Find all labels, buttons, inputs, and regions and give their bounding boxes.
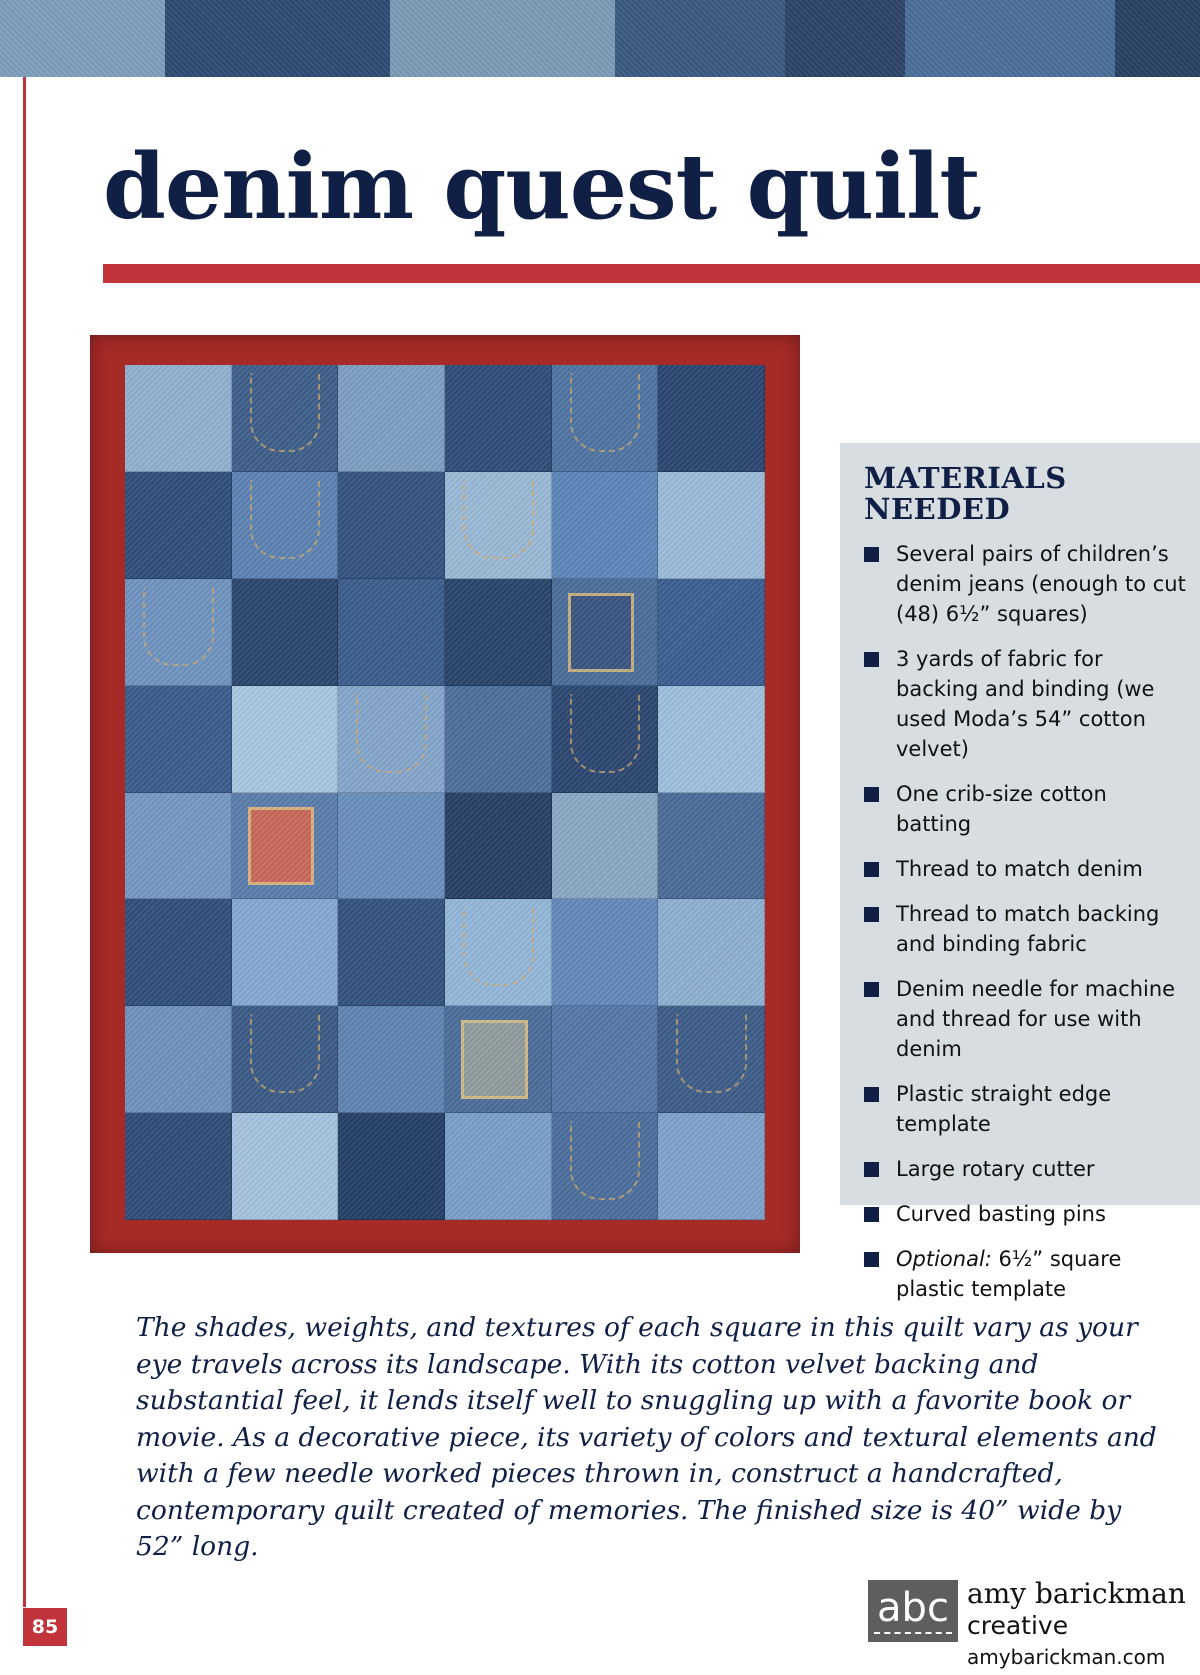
quilt-square	[338, 1006, 445, 1113]
jeans-pocket	[250, 480, 321, 559]
quilt-square	[658, 793, 765, 900]
quilt-square	[125, 579, 232, 686]
quilt-square	[445, 472, 552, 579]
page-number: 85	[23, 1608, 67, 1646]
description-paragraph: The shades, weights, and textures of each square in this quilt vary as your eye travels across its landscape. With its cotton velvet backing and substantial feel, it lends itself well to snuggling up with a favorite book or movie. As a decorative piece, its variety of colors and textural elements and with a few needle worked pieces thrown in, construct a handcrafted, contemporary quilt created of memories. The finished size is 40” wide by 52” long.	[136, 1312, 1157, 1562]
logo-dash-line	[874, 1632, 952, 1634]
materials-item	[864, 974, 1188, 1064]
jeans-pocket	[570, 694, 641, 773]
banner-swatch	[1115, 0, 1200, 77]
quilt-square	[658, 365, 765, 472]
materials-heading-line1: MATERIALS	[864, 461, 1067, 495]
materials-box	[840, 443, 1200, 1301]
materials-item-text: Thread to match backing and binding fabric	[896, 902, 1160, 956]
brand-name: amy barickman	[967, 1577, 1186, 1610]
square-bullet-icon	[864, 787, 879, 802]
title-rule	[103, 264, 1200, 283]
quilt-square	[338, 686, 445, 793]
embroidered-patch	[461, 1020, 528, 1099]
quilt-square	[658, 686, 765, 793]
materials-item	[864, 1154, 1188, 1184]
jeans-pocket	[570, 1121, 641, 1200]
quilt-square	[445, 579, 552, 686]
materials-item	[864, 539, 1188, 629]
jeans-pocket	[463, 907, 534, 986]
quilt-square	[445, 686, 552, 793]
materials-heading-line2: NEEDED	[864, 492, 1011, 526]
materials-heading	[864, 463, 1188, 525]
quilt-square	[232, 686, 339, 793]
logo-text: abc	[877, 1585, 949, 1631]
banner-swatch	[0, 0, 165, 77]
quilt-square	[552, 899, 659, 1006]
quilt-square	[338, 793, 445, 900]
materials-item-text: Large rotary cutter	[896, 1157, 1095, 1181]
quilt-square	[232, 1006, 339, 1113]
jeans-pocket	[143, 587, 214, 666]
jeans-pocket	[570, 373, 641, 452]
materials-item-text: Denim needle for machine and thread for use with denim	[896, 977, 1176, 1061]
quilt-square	[338, 579, 445, 686]
quilt-square	[232, 1113, 339, 1220]
brand-url: amybarickman.com	[967, 1645, 1166, 1669]
quilt-square	[445, 1113, 552, 1220]
page-title: denim quest quilt	[103, 134, 980, 240]
banner-swatch	[785, 0, 905, 77]
quilt-square	[552, 793, 659, 900]
jeans-pocket	[356, 694, 427, 773]
quilt-square	[445, 793, 552, 900]
banner-swatch	[905, 0, 1115, 77]
embroidered-patch	[248, 807, 315, 886]
materials-item-text: 3 yards of fabric for backing and binding (we used Moda’s 54” cotton velvet)	[896, 647, 1155, 761]
square-bullet-icon	[864, 1087, 879, 1102]
quilt-square	[125, 686, 232, 793]
quilt-square	[232, 899, 339, 1006]
square-bullet-icon	[864, 982, 879, 997]
quilt-square	[125, 793, 232, 900]
square-bullet-icon	[864, 652, 879, 667]
materials-item-text: Several pairs of children’s denim jeans (enough to cut (48) 6½” squares)	[896, 542, 1186, 626]
quilt-square	[445, 1006, 552, 1113]
quilt-square	[552, 365, 659, 472]
quilt-square	[125, 472, 232, 579]
materials-item-text: Curved basting pins	[896, 1202, 1106, 1226]
quilt-photo	[90, 335, 800, 1253]
banner-swatch	[390, 0, 615, 77]
quilt-square	[338, 365, 445, 472]
quilt-square	[658, 579, 765, 686]
quilt-square	[658, 1006, 765, 1113]
jeans-pocket	[250, 373, 321, 452]
square-bullet-icon	[864, 862, 879, 877]
denim-banner	[0, 0, 1200, 77]
materials-item	[864, 779, 1188, 839]
quilt-square	[125, 899, 232, 1006]
materials-item-text: 6½” square plastic template	[896, 1247, 1122, 1301]
quilt-square	[338, 1113, 445, 1220]
square-bullet-icon	[864, 1162, 879, 1177]
banner-swatch	[615, 0, 785, 77]
quilt-square	[658, 1113, 765, 1220]
materials-item	[864, 899, 1188, 959]
jeans-pocket	[463, 480, 534, 559]
jeans-pocket	[676, 1014, 747, 1093]
square-bullet-icon	[864, 1252, 879, 1267]
materials-list	[864, 539, 1188, 1304]
materials-item	[864, 644, 1188, 764]
materials-item-text: Plastic straight edge template	[896, 1082, 1112, 1136]
materials-item	[864, 1244, 1188, 1304]
quilt-square	[552, 1006, 659, 1113]
quilt-square	[125, 1006, 232, 1113]
materials-item	[864, 1079, 1188, 1139]
quilt-square	[552, 1113, 659, 1220]
quilt-square	[232, 579, 339, 686]
margin-rule	[23, 77, 26, 1607]
square-bullet-icon	[864, 1207, 879, 1222]
quilt-square	[338, 899, 445, 1006]
quilt-square	[658, 472, 765, 579]
materials-item-text: Thread to match denim	[896, 857, 1143, 881]
optional-label: Optional:	[896, 1247, 992, 1271]
quilt-square	[552, 472, 659, 579]
abc-logo	[868, 1580, 958, 1642]
embroidered-patch	[568, 593, 635, 672]
quilt-square	[232, 472, 339, 579]
quilt-square	[658, 899, 765, 1006]
quilt-square	[232, 365, 339, 472]
square-bullet-icon	[864, 907, 879, 922]
brand-sub: creative	[967, 1611, 1069, 1640]
quilt-square	[445, 365, 552, 472]
quilt-square	[338, 472, 445, 579]
quilt-square	[125, 1113, 232, 1220]
materials-item-text: One crib-size cotton batting	[896, 782, 1107, 836]
quilt-square	[232, 793, 339, 900]
quilt-square	[445, 899, 552, 1006]
quilt-square	[552, 579, 659, 686]
banner-swatch	[165, 0, 390, 77]
jeans-pocket	[250, 1014, 321, 1093]
square-bullet-icon	[864, 547, 879, 562]
materials-item	[864, 1199, 1188, 1229]
materials-item	[864, 854, 1188, 884]
quilt-square	[552, 686, 659, 793]
quilt-grid	[125, 365, 765, 1220]
quilt-square	[125, 365, 232, 472]
